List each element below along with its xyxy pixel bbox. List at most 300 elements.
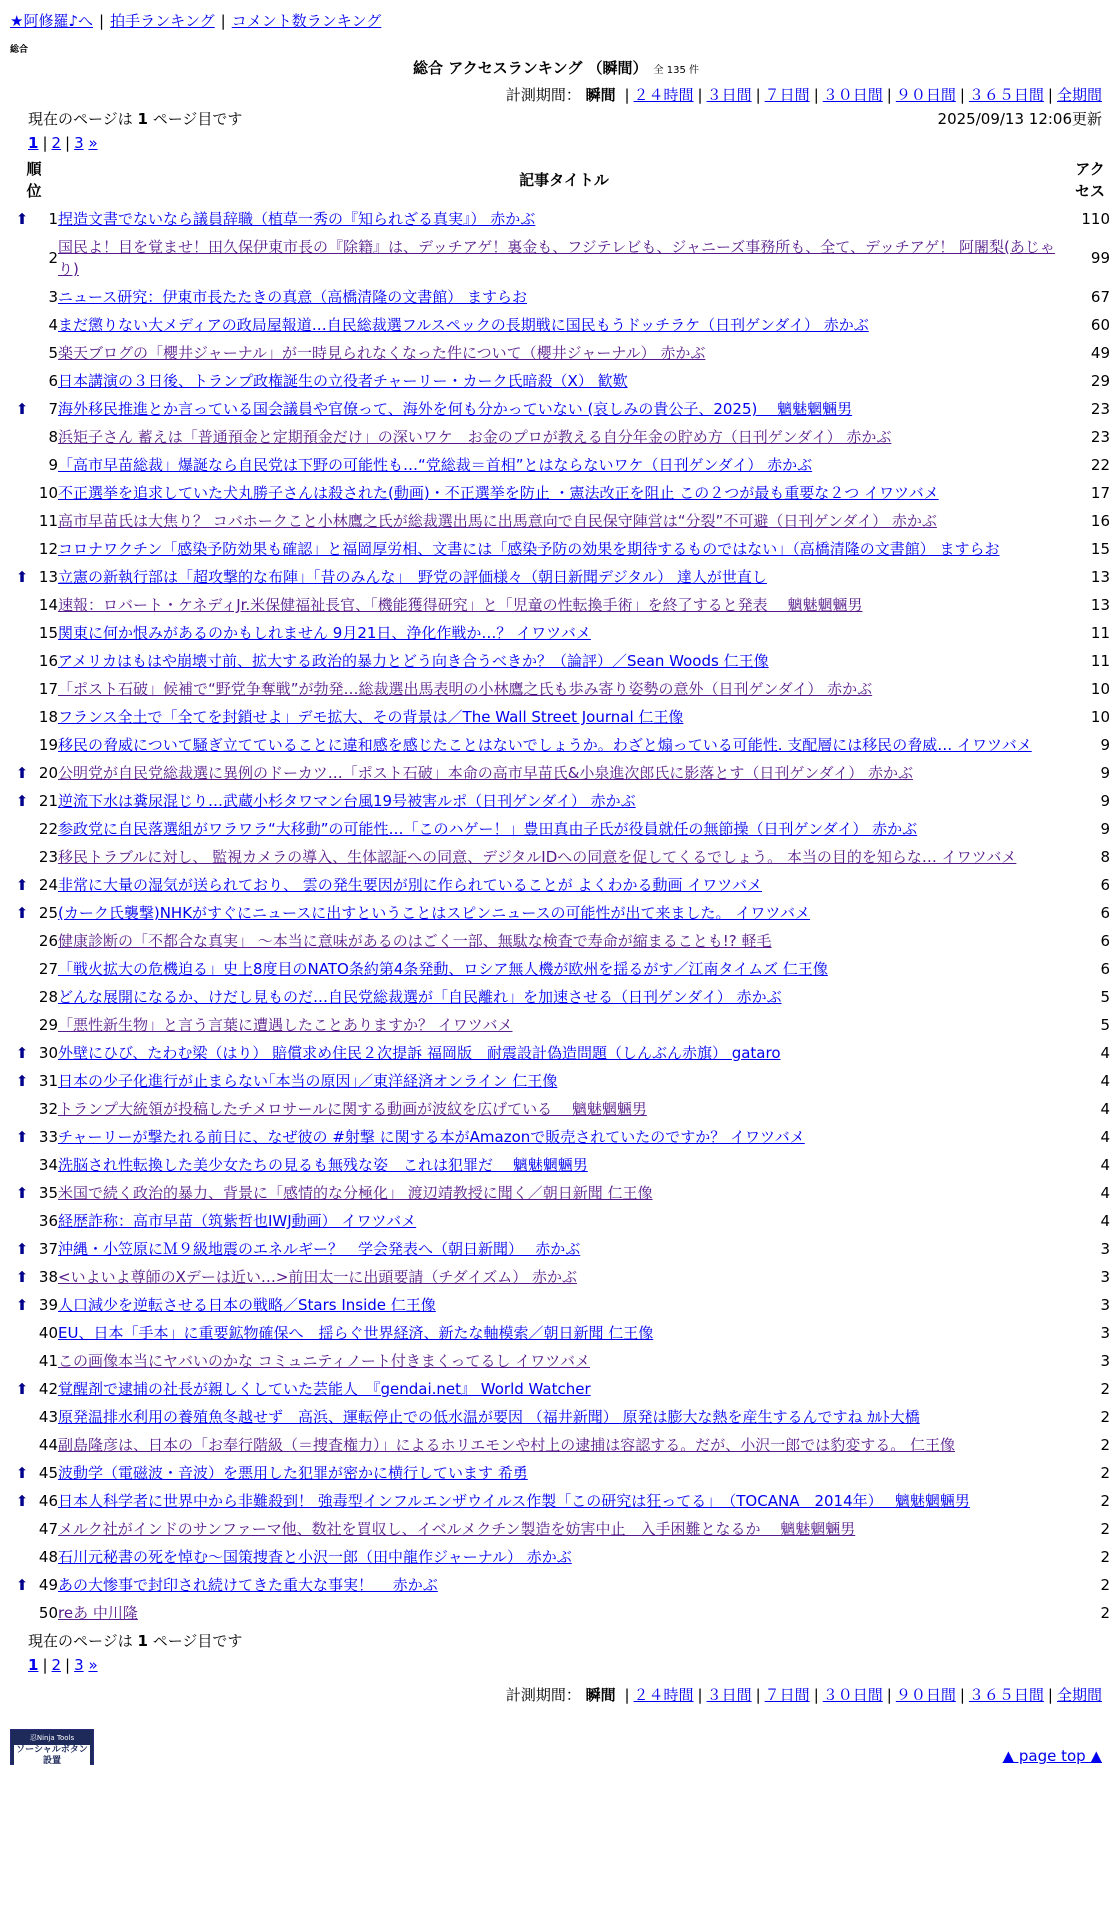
rank-number: 3 (48, 288, 58, 306)
rank-up-cell (10, 479, 34, 507)
rank-up-cell (10, 1123, 34, 1151)
access-count: 6 (1100, 960, 1110, 978)
title-cell (58, 1543, 1070, 1571)
rank-up-arrow-icon: ⬆ (15, 568, 29, 586)
pager-page-link[interactable]: 3 (74, 134, 84, 152)
access-count: 110 (1081, 210, 1110, 228)
table-row (10, 619, 1110, 647)
access-count: 5 (1100, 988, 1110, 1006)
access-count: 10 (1090, 680, 1110, 698)
rank-up-cell (10, 1039, 34, 1067)
access-count: 22 (1090, 456, 1110, 474)
rank-up-cell (10, 955, 34, 983)
article-title-link[interactable]: 日本講演の３日後、トランプ政権誕生の立役者チャーリー・カーク氏暗殺（X） 歓歎 (58, 372, 628, 390)
access-count: 4 (1100, 1128, 1110, 1146)
table-row (10, 1263, 1110, 1291)
article-title-link[interactable]: 「戦火拡大の危機迫る」史上8度目のNATO条約第4条発動、ロシア無人機が欧州を揺るがす／江南タイムズ 仁王像 (58, 960, 828, 978)
period-option-link[interactable]: ９０日間 (895, 86, 956, 104)
title-cell (58, 1319, 1070, 1347)
article-title-link[interactable]: ニュース研究：伊東市長たたきの真意（高橋清隆の文書館） ますらお (58, 288, 528, 306)
access-count: 4 (1100, 1100, 1110, 1118)
table-row (10, 1543, 1110, 1571)
title-cell (58, 955, 1070, 983)
article-title-link[interactable]: 波動学（電磁波・音波）を悪用した犯罪が密かに横行しています 希勇 (58, 1464, 528, 1482)
title-cell (58, 283, 1070, 311)
pager-page-link[interactable]: 3 (74, 1656, 84, 1674)
rank-up-arrow-icon: ⬆ (15, 1380, 29, 1398)
access-count: 99 (1090, 249, 1110, 267)
table-row (10, 1431, 1110, 1459)
rank-number: 41 (38, 1352, 58, 1370)
article-title-link[interactable]: 逆流下水は糞尿混じり…武蔵小杉タワマン台風19号被害ルポ（日刊ゲンダイ） 赤かぶ (58, 792, 636, 810)
article-title-link[interactable]: 「悪性新生物」と言う言葉に遭遇したことありますか？ イワツバメ (58, 1016, 513, 1034)
access-count: 8 (1100, 848, 1110, 866)
article-title-link[interactable]: 覚醒剤で逮捕の社長が親しくしていた芸能人 『gendai.net』 World Watcher (58, 1380, 591, 1398)
title-cell (58, 731, 1070, 759)
access-count: 2 (1100, 1408, 1110, 1426)
article-title-link[interactable]: 参政党に自民落選組がワラワラ“大移動”の可能性…「このハゲー！」豊田真由子氏が役員就任の無節操（日刊ゲンダイ） 赤かぶ (58, 820, 918, 838)
period-option-link[interactable]: ７日間 (764, 86, 810, 104)
title-cell (58, 1151, 1070, 1179)
rank-up-cell (10, 1235, 34, 1263)
page-title: 総合 アクセスランキング （瞬間） (413, 59, 648, 77)
access-count: 49 (1090, 344, 1110, 362)
access-count: 2 (1100, 1464, 1110, 1482)
rank-up-cell (10, 311, 34, 339)
applause-ranking-link[interactable]: 拍手ランキング (110, 12, 215, 30)
rank-up-cell (10, 339, 34, 367)
access-count: 17 (1090, 484, 1110, 502)
pager-separator: | (65, 134, 71, 152)
title-cell (58, 535, 1070, 563)
pager-page-link[interactable]: 2 (51, 134, 62, 152)
rank-number: 35 (38, 1184, 58, 1202)
rank-number: 47 (38, 1520, 58, 1538)
rank-up-cell (10, 675, 34, 703)
rank-number: 8 (48, 428, 58, 446)
title-cell (58, 1291, 1070, 1319)
rank-up-cell (10, 1543, 34, 1571)
period-separator: | (697, 86, 703, 104)
title-cell (58, 1599, 1070, 1627)
table-row (10, 675, 1110, 703)
rank-up-arrow-icon: ⬆ (15, 1464, 29, 1482)
period-options (620, 86, 1102, 104)
table-row (10, 311, 1110, 339)
period-option-link[interactable]: ３０日間 (822, 86, 883, 104)
access-count: 4 (1100, 1044, 1110, 1062)
period-option-link[interactable]: ３日間 (706, 1686, 752, 1704)
rank-number: 49 (38, 1576, 58, 1594)
table-row (10, 563, 1110, 591)
period-option-link[interactable]: ２４時間 (633, 1686, 694, 1704)
pager-separator: | (65, 1656, 71, 1674)
article-title-link[interactable]: 沖縄・小笠原にＭ９級地震のエネルギー？ 学会発表へ（朝日新聞） 赤かぶ (58, 1240, 581, 1258)
rank-up-cell (10, 703, 34, 731)
table-row (10, 1151, 1110, 1179)
article-title-link[interactable]: EU、日本「手本」に重要鉱物確保へ 揺らぐ世界経済、新たな軸模索／朝日新聞 仁王像 (58, 1324, 654, 1342)
access-count: 4 (1100, 1212, 1110, 1230)
rank-number: 14 (38, 596, 58, 614)
table-row (10, 731, 1110, 759)
period-option-link[interactable]: ３０日間 (822, 1686, 883, 1704)
section-label: 総合 (10, 45, 29, 55)
access-count: 67 (1090, 288, 1110, 306)
access-count: 13 (1090, 596, 1110, 614)
title-cell (58, 899, 1070, 927)
ranking-table (10, 155, 1110, 1627)
rank-number: 44 (38, 1436, 58, 1454)
period-separator: | (1047, 1686, 1053, 1704)
access-count: 3 (1100, 1352, 1110, 1370)
top-nav (10, 10, 1102, 32)
rank-up-cell (10, 1179, 34, 1207)
article-title-link[interactable]: 捏造文書でないなら議員辞職（植草一秀の『知られざる真実』） 赤かぶ (58, 210, 536, 228)
article-title-link[interactable]: アメリカはもはや崩壊寸前、拡大する政治的暴力とどう向き合うべきか？（論評）／Sean Woods 仁王像 (58, 652, 769, 670)
rank-up-cell (10, 815, 34, 843)
period-separator: | (886, 86, 892, 104)
title-cell (58, 983, 1070, 1011)
title-cell (58, 1403, 1070, 1431)
rank-number: 32 (38, 1100, 58, 1118)
table-row (10, 535, 1110, 563)
pager-page-link[interactable]: 2 (51, 1656, 62, 1674)
access-count: 2 (1100, 1548, 1110, 1566)
rank-up-arrow-icon: ⬆ (15, 904, 29, 922)
rank-up-cell (10, 423, 34, 451)
rank-up-arrow-icon: ⬆ (15, 1268, 29, 1286)
article-title-link[interactable]: reあ 中川隆 (58, 1604, 138, 1622)
pager-separator: | (42, 1656, 48, 1674)
access-count: 3 (1100, 1296, 1110, 1314)
period-current: 瞬間 (585, 1686, 616, 1704)
period-option-link[interactable]: ２４時間 (633, 86, 694, 104)
table-row (10, 1403, 1110, 1431)
table-row (10, 1067, 1110, 1095)
title-cell (58, 1459, 1070, 1487)
table-row (10, 283, 1110, 311)
table-header (10, 155, 1110, 205)
article-title-link[interactable]: 日本の少子化進行が止まらない｢本当の原因｣／東洋経済オンライン 仁王像 (58, 1072, 558, 1090)
title-cell (58, 395, 1070, 423)
access-count: 4 (1100, 1156, 1110, 1174)
access-count: 3 (1100, 1240, 1110, 1258)
rank-number: 46 (38, 1492, 58, 1510)
table-row (10, 233, 1110, 283)
article-title-link[interactable]: この画像本当にヤバいのかな コミュニティノート付きまくってるし イワツバメ (58, 1352, 590, 1370)
pager-current-page[interactable]: 1 (28, 134, 39, 152)
title-cell (58, 1207, 1070, 1235)
rank-up-arrow-icon: ⬆ (15, 1128, 29, 1146)
title-cell (58, 815, 1070, 843)
rank-up-cell (10, 759, 34, 787)
access-count: 9 (1100, 792, 1110, 810)
article-title-link[interactable]: (カーク氏襲撃)NHKがすぐにニュースに出すということはスピンニュースの可能性が出て来ました。 イワツバメ (58, 904, 811, 922)
pager-current-page[interactable]: 1 (28, 1656, 39, 1674)
title-cell (58, 1235, 1070, 1263)
table-row (10, 1375, 1110, 1403)
rank-up-cell (10, 1067, 34, 1095)
rank-up-cell (10, 1375, 34, 1403)
title-cell (58, 1375, 1070, 1403)
rank-number: 2 (48, 249, 58, 267)
period-separator: | (813, 1686, 819, 1704)
total-count: 全 135 件 (653, 65, 699, 76)
rank-up-arrow-icon: ⬆ (15, 876, 29, 894)
table-row (10, 927, 1110, 955)
title-cell (58, 591, 1070, 619)
article-title-link[interactable]: チャーリーが撃たれる前日に、なぜ彼の #射撃 に関する本がAmazonで販売されていたのですか？ イワツバメ (58, 1128, 805, 1146)
access-count: 2 (1100, 1604, 1110, 1622)
article-title-link[interactable]: 公明党が自民党総裁選に異例のドーカツ…「ポスト石破」本命の高市早苗氏&小泉進次郎氏に影落とす（日刊ゲンダイ） 赤かぶ (58, 764, 913, 782)
rank-up-cell (10, 1599, 34, 1627)
title-cell (58, 367, 1070, 395)
rank-up-cell (10, 1487, 34, 1515)
pager-separator: | (42, 134, 48, 152)
article-title-link[interactable]: 速報：ロバート・ケネディJr.米保健福祉長官、「機能獲得研究」と「児童の性転換手術」を終了すると発表 魑魅魍魎男 (58, 596, 863, 614)
article-title-link[interactable]: 非常に大量の湿気が送られており、 雲の発生要因が別に作られていることが よくわかる動画 イワツバメ (58, 876, 763, 894)
table-row (10, 1011, 1110, 1039)
access-count: 3 (1100, 1324, 1110, 1342)
period-option-link[interactable]: ９０日間 (895, 1686, 956, 1704)
rank-up-cell (10, 1263, 34, 1291)
article-title-link[interactable]: メルク社がインドのサンファーマ他、数社を買収し、イベルメクチン製造を妨害中止 入手困難となるか 魑魅魍魎男 (58, 1520, 856, 1538)
table-row (10, 423, 1110, 451)
period-option-link[interactable]: ３６５日間 (968, 86, 1044, 104)
article-title-link[interactable]: 洗脳され性転換した美少女たちの見るも無残な姿 これは犯罪だ 魑魅魍魎男 (58, 1156, 588, 1174)
title-cell (58, 927, 1070, 955)
table-row (10, 1599, 1110, 1627)
period-option-link[interactable]: 全期間 (1056, 86, 1102, 104)
comment-ranking-link[interactable]: コメント数ランキング (231, 12, 382, 30)
title-cell (58, 1067, 1070, 1095)
article-title-link[interactable]: 石川元秘書の死を悼む～国策捜査と小沢一郎（田中龍作ジャーナル） 赤かぶ (58, 1548, 572, 1566)
access-count: 4 (1100, 1184, 1110, 1202)
rank-number: 5 (48, 344, 58, 362)
rank-number: 40 (38, 1324, 58, 1342)
title-cell (58, 1347, 1070, 1375)
rank-up-cell (10, 1151, 34, 1179)
article-title-link[interactable]: まだ懲りない大メディアの政局屋報道…自民総裁選フルスペックの長期戦に国民もうドッチラケ（日刊ゲンダイ） 赤かぶ (58, 316, 869, 334)
rank-up-arrow-icon: ⬆ (15, 400, 29, 418)
period-option-link[interactable]: ７日間 (764, 1686, 810, 1704)
rank-number: 25 (38, 904, 58, 922)
access-count: 6 (1100, 932, 1110, 950)
access-count: 4 (1100, 1072, 1110, 1090)
pager-next-link[interactable]: » (88, 134, 98, 152)
title-cell (58, 871, 1070, 899)
rank-up-cell (10, 1011, 34, 1039)
rank-number: 20 (38, 764, 58, 782)
title-cell (58, 311, 1070, 339)
article-title-link[interactable]: 「ポスト石破」候補で“野党争奪戦”が勃発…総裁選出馬表明の小林鷹之氏も歩み寄り姿勢の意外（日刊ゲンダイ） 赤かぶ (58, 680, 873, 698)
access-count: 2 (1100, 1576, 1110, 1594)
access-count: 16 (1090, 512, 1110, 530)
article-title-link[interactable]: 原発温排水利用の養殖魚冬越せず 高浜、運転停止での低水温が要因 （福井新聞） 原発は膨大な熱を産生するんですね ｶﾙﾄ大橋 (58, 1408, 920, 1426)
rank-number: 48 (38, 1548, 58, 1566)
rank-number: 15 (38, 624, 58, 642)
article-title-link[interactable]: 健康診断の「不都合な真実」 ～本当に意味があるのはごく一部、無駄な検査で寿命が縮まることも!? 軽毛 (58, 932, 772, 950)
title-cell (58, 843, 1070, 871)
table-row (10, 395, 1110, 423)
rank-up-arrow-icon: ⬆ (15, 1072, 29, 1090)
rank-up-cell (10, 1095, 34, 1123)
title-cell (58, 787, 1070, 815)
rank-number: 33 (38, 1128, 58, 1146)
article-title-link[interactable]: 楽天ブログの「櫻井ジャーナル」が一時見られなくなった件について（櫻井ジャーナル） 赤かぶ (58, 344, 706, 362)
table-row (10, 955, 1110, 983)
article-title-link[interactable]: 立憲の新執行部は「超攻撃的な布陣」「昔のみんな」 野党の評価様々（朝日新聞デジタル） 達人が世直し (58, 568, 767, 586)
rank-up-cell (10, 1403, 34, 1431)
rank-number: 31 (38, 1072, 58, 1090)
period-selector-bottom (10, 1683, 1102, 1707)
title-cell (58, 647, 1070, 675)
ranking-heading (10, 56, 1102, 83)
article-title-link[interactable]: 国民よ！目を覚ませ！田久保伊東市長の『除籍』は、デッチアゲ！裏金も、フジテレビも、ジャニーズ事務所も、全て、デッチアゲ！ 阿闍梨(あじゃり) (58, 238, 1055, 278)
article-title-link[interactable]: 経歴詐称：高市早苗（筑紫哲也IWJ動画） イワツバメ (58, 1212, 417, 1230)
table-row (10, 647, 1110, 675)
title-cell (58, 1515, 1070, 1543)
rank-up-arrow-icon: ⬆ (15, 1044, 29, 1062)
rank-up-cell (10, 507, 34, 535)
rank-up-cell (10, 843, 34, 871)
title-cell (58, 703, 1070, 731)
rank-number: 11 (38, 512, 58, 530)
rank-up-cell (10, 899, 34, 927)
rank-number: 19 (38, 736, 58, 754)
rank-up-arrow-icon: ⬆ (15, 792, 29, 810)
rank-number: 50 (38, 1604, 58, 1622)
article-title-link[interactable]: 移民の脅威について騒ぎ立てていることに違和感を感じたことはないでしょうか。わざと煽っている可能性. 支配層には移民の脅威… イワツバメ (58, 736, 1032, 754)
access-count: 6 (1100, 904, 1110, 922)
article-title-link[interactable]: 副島隆彦は、日本の「お奉行階級（＝捜査権力）」によるホリエモンや村上の逮捕は容認する。だが、小沢一郎では豹変する。 仁王像 (58, 1436, 955, 1454)
article-title-link[interactable]: 浜矩子さん 蓄えは「普通預金と定期預金だけ」の深いワケ お金のプロが教える自分年金の貯め方（日刊ゲンダイ） 赤かぶ (58, 428, 892, 446)
title-cell (58, 1039, 1070, 1067)
table-row (10, 591, 1110, 619)
title-cell (58, 1095, 1070, 1123)
title-cell (58, 479, 1070, 507)
rank-up-arrow-icon: ⬆ (15, 1492, 29, 1510)
period-option-link[interactable]: 全期間 (1056, 1686, 1102, 1704)
pager-top (10, 131, 1102, 155)
article-title-link[interactable]: 米国で続く政治的暴力、背景に「感情的な分極化」 渡辺靖教授に聞く／朝日新聞 仁王像 (58, 1184, 653, 1202)
rank-up-cell (10, 205, 34, 233)
article-title-link[interactable]: 「高市早苗総裁」爆誕なら自民党は下野の可能性も…“党総裁＝首相”とはならないワケ（日刊ゲンダイ） 赤かぶ (58, 456, 813, 474)
rank-up-cell (10, 283, 34, 311)
period-separator: | (959, 86, 965, 104)
article-title-link[interactable]: <いよいよ尊師のXデーは近い…>前田太一に出頭要請（チダイズム） 赤かぶ (58, 1268, 577, 1286)
table-row (10, 339, 1110, 367)
access-count: 2 (1100, 1380, 1110, 1398)
access-count: 13 (1090, 568, 1110, 586)
rank-number: 27 (38, 960, 58, 978)
rank-up-cell (10, 535, 34, 563)
access-count: 5 (1100, 1016, 1110, 1034)
rank-number: 7 (48, 400, 58, 418)
rank-number: 43 (38, 1408, 58, 1426)
page-info-top (10, 107, 1102, 131)
home-link[interactable]: ★阿修羅♪へ (10, 12, 94, 30)
title-cell (58, 423, 1070, 451)
access-count: 2 (1100, 1436, 1110, 1454)
access-count: 9 (1100, 820, 1110, 838)
table-row (10, 787, 1110, 815)
period-option-link[interactable]: ３６５日間 (968, 1686, 1044, 1704)
page-top-link[interactable]: ▲ page top ▲ (1002, 1747, 1102, 1765)
col-title-header: 記事タイトル (519, 171, 609, 189)
col-access-header: アク セス (1074, 160, 1105, 200)
article-title-link[interactable]: フランス全土で「全てを封鎖せよ」デモ拡大、その背景は／The Wall Street Journal 仁王像 (58, 708, 684, 726)
rank-up-cell (10, 619, 34, 647)
title-cell (58, 507, 1070, 535)
rank-number: 24 (38, 876, 58, 894)
rank-up-arrow-icon: ⬆ (15, 764, 29, 782)
article-title-link[interactable]: どんな展開になるか、けだし見ものだ…自民党総裁選が「自民離れ」を加速させる（日刊ゲンダイ） 赤かぶ (58, 988, 782, 1006)
access-count: 2 (1100, 1492, 1110, 1510)
period-option-link[interactable]: ３日間 (706, 86, 752, 104)
article-title-link[interactable]: 日本人科学者に世界中から非難殺到！ 強毒型インフルエンザウイルス作製「この研究は狂ってる」 （TOCANA 2014年） 魑魅魍魎男 (58, 1492, 970, 1510)
title-cell (58, 205, 1070, 233)
title-cell (58, 1487, 1070, 1515)
pager-next-link[interactable]: » (88, 1656, 98, 1674)
rank-up-arrow-icon: ⬆ (15, 1296, 29, 1314)
table-row (10, 1179, 1110, 1207)
ninja-tools-badge[interactable] (10, 1729, 94, 1777)
article-title-link[interactable]: あの大惨事で封印され続けてきた重大な事実！ 赤かぶ (58, 1576, 438, 1594)
rank-up-cell (10, 367, 34, 395)
rank-number: 10 (38, 484, 58, 502)
period-options (620, 1686, 1102, 1704)
article-title-link[interactable]: トランプ大統領が投稿したチメロサールに関する動画が波紋を広げている 魑魅魍魎男 (58, 1100, 647, 1118)
rank-number: 42 (38, 1380, 58, 1398)
article-title-link[interactable]: 外壁にひび、たわむ梁（はり） 賠償求め住民２次提訴 福岡版 耐震設計偽造問題（しんぶん赤旗） gataro (58, 1044, 781, 1062)
rank-up-cell (10, 591, 34, 619)
rank-up-cell (10, 1571, 34, 1599)
period-separator: | (624, 1686, 630, 1704)
title-cell (58, 1179, 1070, 1207)
title-cell (58, 1011, 1070, 1039)
rank-up-cell (10, 395, 34, 423)
article-title-link[interactable]: コロナワクチン「感染予防効果も確認」と福岡厚労相、文書には「感染予防の効果を期待するものではない」（高橋清隆の文書館） ますらお (58, 540, 1000, 558)
rank-number: 17 (38, 680, 58, 698)
article-title-link[interactable]: 移民トラブルに対し、 監視カメラの導入、生体認証への同意、デジタルIDへの同意を促してくるでしょう。 本当の目的を知らな… イワツバメ (58, 848, 1017, 866)
article-title-link[interactable]: 海外移民推進とか言っている国会議員や官僚って、海外を何も分かっていない (哀しみの貴公子、2025) 魑魅魍魎男 (58, 400, 853, 418)
rank-number: 45 (38, 1464, 58, 1482)
rank-up-cell (10, 451, 34, 479)
rank-number: 9 (48, 456, 58, 474)
rank-number: 22 (38, 820, 58, 838)
period-separator: | (624, 86, 630, 104)
article-title-link[interactable]: 不正選挙を追求していた犬丸勝子さんは殺された(動画)・不正選挙を防止 ・憲法改正を阻止 この２つが最も重要な２つ イワツバメ (58, 484, 939, 502)
article-title-link[interactable]: 高市早苗氏は大焦り？ コバホークこと小林鷹之氏が総裁選出馬に出馬意向で自民保守陣営は“分裂”不可避（日刊ゲンダイ） 赤かぶ (58, 512, 937, 530)
rank-number: 36 (38, 1212, 58, 1230)
rank-number: 13 (38, 568, 58, 586)
rank-up-cell (10, 983, 34, 1011)
access-count: 9 (1100, 764, 1110, 782)
title-cell (58, 563, 1070, 591)
table-row (10, 983, 1110, 1011)
rank-up-cell (10, 787, 34, 815)
article-title-link[interactable]: 関東に何か恨みがあるのかもしれません 9月21日、浄化作戦か…？ イワツバメ (58, 624, 591, 642)
table-row (10, 759, 1110, 787)
article-title-link[interactable]: 人口減少を逆転させる日本の戦略／Stars Inside 仁王像 (58, 1296, 436, 1314)
table-row (10, 843, 1110, 871)
table-row (10, 507, 1110, 535)
period-separator: | (886, 1686, 892, 1704)
table-row (10, 1207, 1110, 1235)
rank-up-arrow-icon: ⬆ (15, 1184, 29, 1202)
rank-up-arrow-icon: ⬆ (15, 210, 29, 228)
